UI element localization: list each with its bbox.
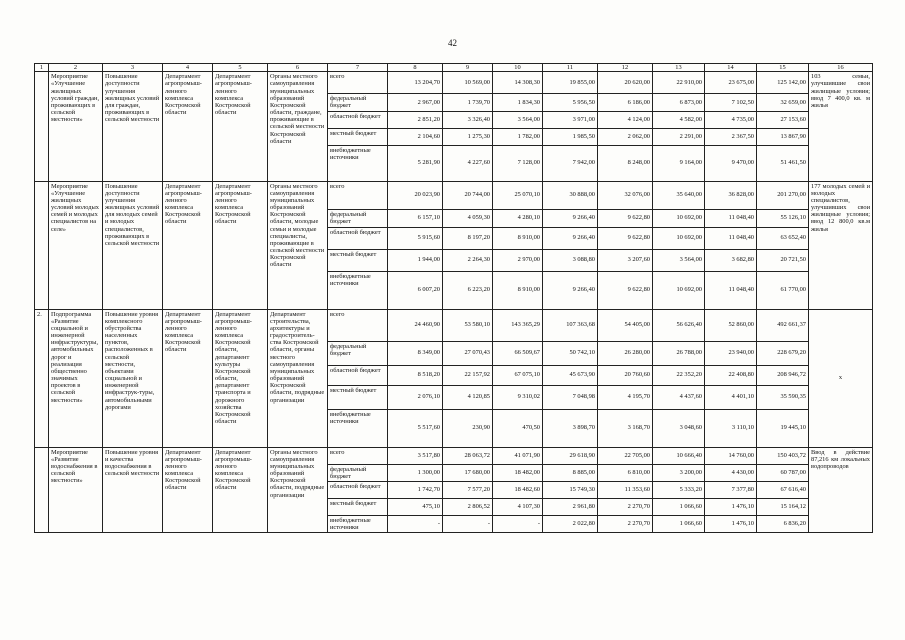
row-number [35,72,49,181]
funding-value: 10 569,00 [443,72,493,94]
funding-value: 4 120,85 [443,385,493,409]
funding-source: внебюджетные источники [328,271,388,309]
page-number: 42 [448,38,457,48]
funding-source: местный бюджет [328,128,388,145]
funding-value: 3 048,60 [653,409,705,447]
funding-value: 3 088,80 [543,249,598,271]
funding-value: 26 788,00 [653,341,705,365]
funding-value: 4 437,60 [653,385,705,409]
result-text: х [838,374,843,382]
funding-source: местный бюджет [328,385,388,409]
funding-value: 27 070,43 [443,341,493,365]
funding-value: 9 310,02 [493,385,543,409]
expected-result [809,309,873,447]
funding-value: 3 971,00 [543,111,598,128]
funding-value: 22 352,20 [653,365,705,385]
funding-source: федеральный бюджет [328,464,388,481]
funding-value: 20 620,00 [598,72,653,94]
funding-value: 6 007,20 [388,271,443,309]
funding-value: 2 264,30 [443,249,493,271]
funding-value: 201 270,00 [757,181,809,209]
column-number: 5 [213,64,268,72]
co-executor: Департамент агропромыш-ленного комплекса Костромской области [213,181,268,309]
table-row [35,309,873,341]
funding-value: 6 186,00 [598,94,653,111]
funding-value: 35 640,00 [653,181,705,209]
funding-value: 66 509,67 [493,341,543,365]
funding-source: внебюджетные источники [328,145,388,181]
funding-value: 5 956,50 [543,94,598,111]
funding-value: 53 580,10 [443,309,493,341]
column-number: 10 [493,64,543,72]
funding-source: областной бюджет [328,227,388,249]
funding-value: 7 102,50 [705,94,757,111]
column-number: 3 [103,64,163,72]
responsible-executor: Департамент агропромыш-ленного комплекса Костромской области [163,447,213,533]
program-table [34,63,873,533]
funding-source: всего [328,72,388,94]
funding-value: 4 227,60 [443,145,493,181]
funding-value: - [493,515,543,532]
funding-value: 9 622,80 [598,271,653,309]
funding-value: 2 076,10 [388,385,443,409]
funding-value: 23 675,00 [705,72,757,94]
funding-value: 9 622,80 [598,209,653,227]
funding-value: 22 705,00 [598,447,653,464]
funding-source: федеральный бюджет [328,341,388,365]
funding-value: 7 577,20 [443,481,493,498]
funding-value: 9 622,80 [598,227,653,249]
column-number: 4 [163,64,213,72]
funding-value: 63 652,40 [757,227,809,249]
funding-value: 20 023,90 [388,181,443,209]
table-body [35,64,873,533]
table-row [35,72,873,94]
funding-value: 150 403,72 [757,447,809,464]
participants: Органы местного самоуправления муниципальных образований Костромской области, подрядные организации [268,447,328,533]
funding-value: 22 157,92 [443,365,493,385]
funding-value: 4 735,00 [705,111,757,128]
funding-value: 51 461,50 [757,145,809,181]
funding-value: 4 582,00 [653,111,705,128]
funding-value: 8 248,00 [598,145,653,181]
funding-value: 1 944,00 [388,249,443,271]
responsible-executor: Департамент агропромыш-ленного комплекса Костромской области [163,309,213,447]
funding-source: областной бюджет [328,111,388,128]
funding-value: 11 353,60 [598,481,653,498]
funding-source: местный бюджет [328,498,388,515]
funding-value: 208 946,72 [757,365,809,385]
funding-value: 143 365,29 [493,309,543,341]
funding-value: 15 164,12 [757,498,809,515]
funding-value: 3 564,00 [653,249,705,271]
funding-value: 11 048,40 [705,271,757,309]
funding-value: 32 076,00 [598,181,653,209]
funding-value: 8 910,00 [493,271,543,309]
funding-value: 7 048,98 [543,385,598,409]
funding-value: 67 616,40 [757,481,809,498]
column-number: 1 [35,64,49,72]
funding-value: 4 059,30 [443,209,493,227]
participants: Департамент строительства, архитектуры и градостроитель-ства Костромской области, органы местного самоуправления муниципальных образований Костромской области, подрядные организации [268,309,328,447]
funding-value: 6 223,20 [443,271,493,309]
funding-value: 9 266,40 [543,271,598,309]
funding-value: 9 470,00 [705,145,757,181]
funding-value: 7 128,00 [493,145,543,181]
row-number [35,447,49,533]
result-text: 103 семьи, улучшившие свои жилищные условия; ввод 7 400,0 кв. м жилья [811,73,870,109]
funding-value: 10 692,00 [653,227,705,249]
funding-value: 1 066,60 [653,515,705,532]
funding-value: 17 680,00 [443,464,493,481]
funding-value: 4 401,10 [705,385,757,409]
table-row [35,181,873,209]
expected-result [809,72,873,181]
funding-value: 6 810,00 [598,464,653,481]
expected-result [809,181,873,309]
funding-value: 19 445,10 [757,409,809,447]
funding-value: 3 110,10 [705,409,757,447]
funding-value: 125 142,00 [757,72,809,94]
column-number: 7 [328,64,388,72]
funding-value: 2 851,20 [388,111,443,128]
row-number: 2. [35,309,49,447]
funding-value: 3 682,80 [705,249,757,271]
responsible-executor: Департамент агропромыш-ленного комплекса Костромской области [163,181,213,309]
funding-value: 55 126,10 [757,209,809,227]
funding-value: 230,90 [443,409,493,447]
funding-value: 1 834,30 [493,94,543,111]
funding-value: 19 855,00 [543,72,598,94]
funding-value: 107 363,68 [543,309,598,341]
funding-value: 3 517,80 [388,447,443,464]
funding-value: 11 048,40 [705,209,757,227]
funding-value: 2 291,00 [653,128,705,145]
funding-source: всего [328,447,388,464]
funding-value: 3 898,70 [543,409,598,447]
funding-value: 1 476,10 [705,515,757,532]
funding-value: 28 063,72 [443,447,493,464]
funding-value: 41 071,90 [493,447,543,464]
funding-value: 2 970,00 [493,249,543,271]
funding-value: 2 367,50 [705,128,757,145]
funding-value: 20 744,00 [443,181,493,209]
funding-value: 5 915,60 [388,227,443,249]
funding-value: 5 281,90 [388,145,443,181]
funding-value: 18 482,00 [493,464,543,481]
column-number: 11 [543,64,598,72]
funding-value: 9 266,40 [543,209,598,227]
funding-value: 3 200,00 [653,464,705,481]
funding-value: 4 280,10 [493,209,543,227]
measure-name: Подпрограмма «Развитие социальной и инженерной инфраструктуры, автомобильных дорог и реализация общественно значимых проектов в сельской местности» [49,309,103,447]
funding-value: 8 197,20 [443,227,493,249]
funding-value: 22 910,00 [653,72,705,94]
measure-goal: Повышение уровня и качества водоснабжения в сельской местности [103,447,163,533]
funding-value: 1 275,30 [443,128,493,145]
measure-goal: Повышение доступности улучшения жилищных условий для молодых семей и молодых специалистов, проживающих в сельской местности [103,181,163,309]
funding-value: 4 124,00 [598,111,653,128]
table-row [35,447,873,464]
column-number: 13 [653,64,705,72]
funding-value: 3 207,60 [598,249,653,271]
funding-value: 2 270,70 [598,515,653,532]
funding-value: - [388,515,443,532]
funding-value: 3 326,40 [443,111,493,128]
column-number: 14 [705,64,757,72]
column-number: 9 [443,64,493,72]
funding-value: 470,50 [493,409,543,447]
co-executor: Департамент агропромыш-ленного комплекса Костромской области, департамент культуры Костромской области, департамент транспорта и дорожного хозяйства Костромской области [213,309,268,447]
funding-value: 61 770,00 [757,271,809,309]
column-number: 6 [268,64,328,72]
funding-value: 52 860,00 [705,309,757,341]
funding-source: областной бюджет [328,481,388,498]
funding-value: 23 940,00 [705,341,757,365]
funding-value: 1 066,60 [653,498,705,515]
participants: Органы местного самоуправления муниципальных образований Костромской области, граждане, проживающие в сельской местности Костромской области [268,72,328,181]
funding-value: 492 661,37 [757,309,809,341]
funding-value: 2 961,80 [543,498,598,515]
funding-value: 13 867,90 [757,128,809,145]
funding-value: 60 787,00 [757,464,809,481]
measure-goal: Повышение доступности улучшения жилищных условий для граждан, проживающих в сельской местности [103,72,163,181]
funding-value: 13 204,70 [388,72,443,94]
funding-value: 1 739,70 [443,94,493,111]
funding-value: 8 518,20 [388,365,443,385]
funding-value: 24 460,90 [388,309,443,341]
funding-value: 56 626,40 [653,309,705,341]
funding-value: 9 266,40 [543,227,598,249]
funding-source: местный бюджет [328,249,388,271]
funding-value: 6 873,00 [653,94,705,111]
funding-value: 8 885,00 [543,464,598,481]
funding-value: 10 666,40 [653,447,705,464]
funding-value: 3 168,70 [598,409,653,447]
funding-value: 29 618,90 [543,447,598,464]
funding-value: 4 195,70 [598,385,653,409]
column-number: 16 [809,64,873,72]
funding-value: 1 782,00 [493,128,543,145]
funding-value: 10 692,00 [653,271,705,309]
column-number: 8 [388,64,443,72]
funding-value: 32 659,00 [757,94,809,111]
funding-value: 6 836,20 [757,515,809,532]
funding-value: 30 888,00 [543,181,598,209]
funding-value: 18 482,60 [493,481,543,498]
measure-name: Мероприятие «Развитие водоснабжения в сельской местности» [49,447,103,533]
funding-value: 27 153,60 [757,111,809,128]
funding-value: 228 679,20 [757,341,809,365]
funding-value: 4 430,00 [705,464,757,481]
funding-value: 35 590,35 [757,385,809,409]
funding-value: 20 721,50 [757,249,809,271]
funding-value: 1 985,50 [543,128,598,145]
funding-value: 14 760,00 [705,447,757,464]
funding-value: 11 048,40 [705,227,757,249]
funding-source: всего [328,309,388,341]
funding-value: 14 308,30 [493,72,543,94]
participants: Органы местного самоуправления муниципальных образований Костромской области, молодые семьи и молодые специалисты, проживающие в сельской местности Костромской области [268,181,328,309]
result-text: Ввод в действие 87,216 км локальных водопроводов [811,448,870,470]
funding-value: 1 742,70 [388,481,443,498]
funding-value: 54 405,00 [598,309,653,341]
measure-name: Мероприятие «Улучшение жилищных условий молодых семей и молодых специалистов на селе» [49,181,103,309]
funding-source: всего [328,181,388,209]
funding-source: внебюджетные источники [328,515,388,532]
funding-value: 5 333,20 [653,481,705,498]
funding-value: 36 828,00 [705,181,757,209]
column-number: 12 [598,64,653,72]
column-number-row [35,64,873,72]
funding-value: 22 408,80 [705,365,757,385]
funding-value: 67 075,10 [493,365,543,385]
funding-value: 2 104,60 [388,128,443,145]
co-executor: Департамент агропромыш-ленного комплекса Костромской области [213,447,268,533]
funding-value: 7 942,00 [543,145,598,181]
responsible-executor: Департамент агропромыш-ленного комплекса Костромской области [163,72,213,181]
funding-value: 2 806,52 [443,498,493,515]
funding-value: 475,10 [388,498,443,515]
funding-value: 50 742,10 [543,341,598,365]
funding-value: 10 692,00 [653,209,705,227]
funding-value: 8 910,00 [493,227,543,249]
expected-result [809,447,873,533]
funding-value: 15 749,30 [543,481,598,498]
funding-value: 9 164,00 [653,145,705,181]
funding-source: федеральный бюджет [328,209,388,227]
result-text: 177 молодых семей и молодых специалистов, улучшивших свои жилищные условия; ввод 12 800,0 кв.м жилья [811,182,870,233]
funding-value: 20 760,60 [598,365,653,385]
funding-value: - [443,515,493,532]
column-number: 15 [757,64,809,72]
co-executor: Департамент агропромыш-ленного комплекса Костромской области [213,72,268,181]
funding-value: 5 517,60 [388,409,443,447]
funding-value: 2 062,00 [598,128,653,145]
funding-source: областной бюджет [328,365,388,385]
funding-value: 6 157,10 [388,209,443,227]
funding-value: 1 476,10 [705,498,757,515]
funding-source: федеральный бюджет [328,94,388,111]
measure-name: Мероприятие «Улучшение жилищных условий граждан, проживающих в сельской местности» [49,72,103,181]
funding-value: 26 280,00 [598,341,653,365]
funding-value: 7 377,80 [705,481,757,498]
column-number: 2 [49,64,103,72]
funding-source: внебюджетные источники [328,409,388,447]
funding-value: 25 070,10 [493,181,543,209]
funding-value: 2 022,80 [543,515,598,532]
funding-value: 2 270,70 [598,498,653,515]
funding-value: 1 300,00 [388,464,443,481]
funding-value: 45 673,90 [543,365,598,385]
funding-value: 4 107,30 [493,498,543,515]
funding-value: 8 349,00 [388,341,443,365]
funding-value: 2 967,00 [388,94,443,111]
measure-goal: Повышение уровня комплексного обустройства населенных пунктов, расположенных в сельской местности, объектами социальной и инженерной инфраструк-туры, автомобильными дорогами [103,309,163,447]
funding-value: 3 564,00 [493,111,543,128]
row-number [35,181,49,309]
